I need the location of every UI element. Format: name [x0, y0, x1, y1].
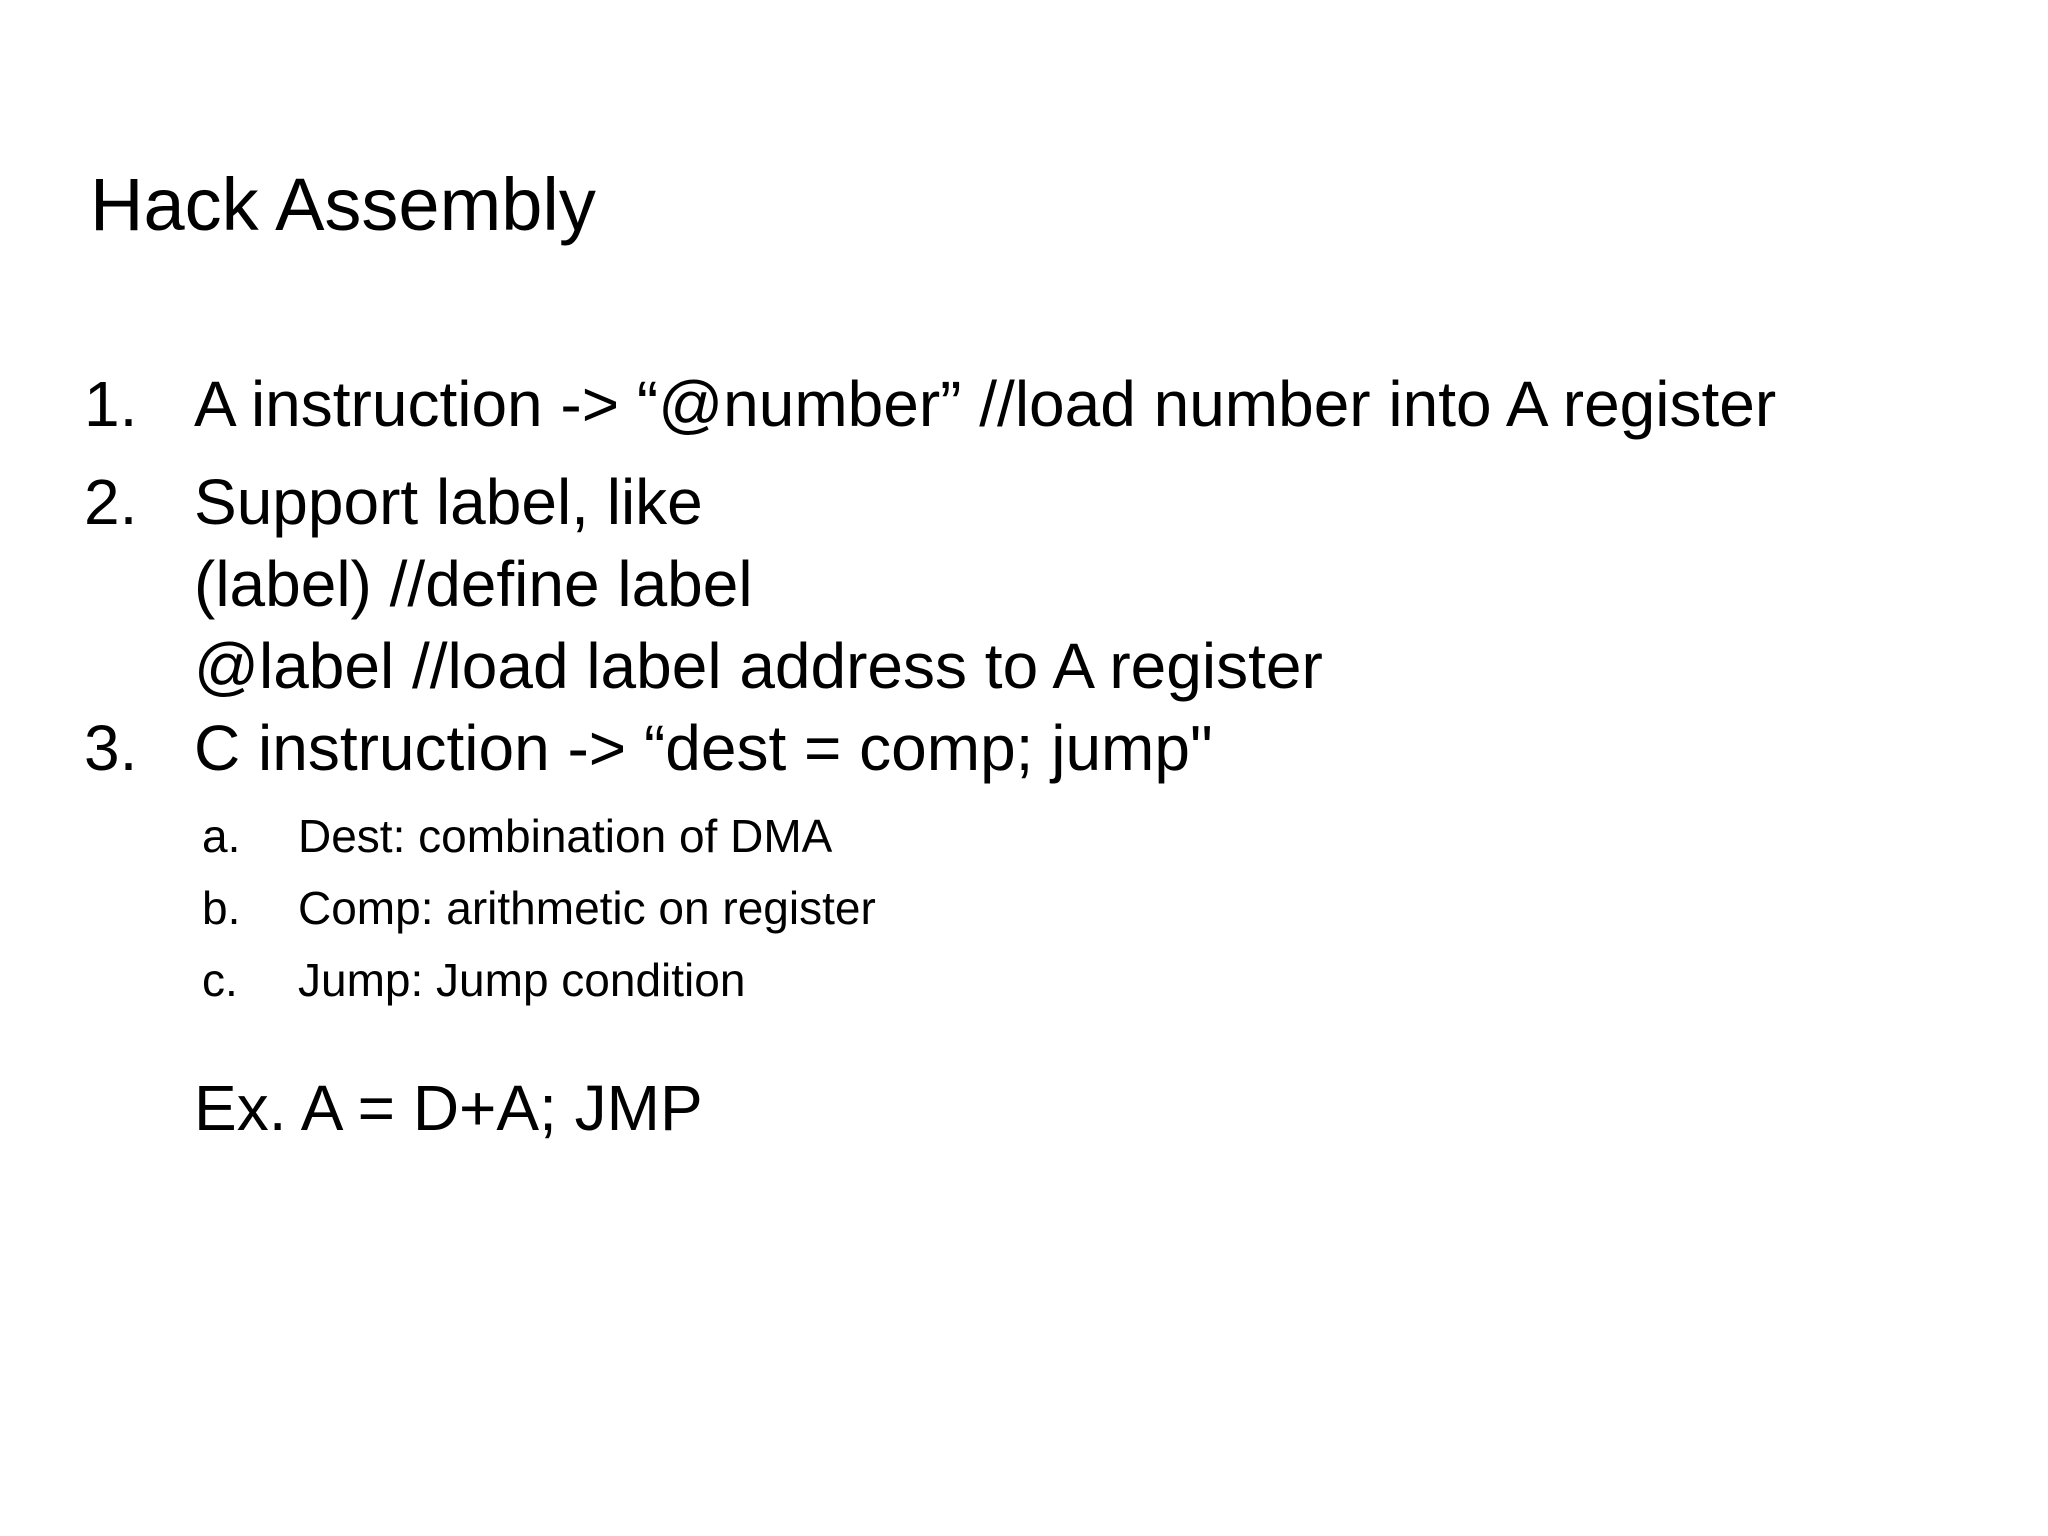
- slide-title: Hack Assembly: [90, 163, 596, 246]
- list-item-text: A instruction -> “@number” //load number into A register: [194, 368, 1777, 440]
- example-text: Ex. A = D+A; JMP: [194, 1072, 703, 1144]
- sublist-letter: a.: [202, 810, 241, 862]
- sublist-letter: b.: [202, 882, 241, 934]
- list-number: 1.: [84, 368, 138, 440]
- list-item-text: (label) //define label: [194, 548, 753, 620]
- list-number: 3.: [84, 712, 138, 784]
- sublist-letter: c.: [202, 954, 238, 1006]
- sublist-item-text: Dest: combination of DMA: [298, 810, 833, 862]
- sublist-item-text: Comp: arithmetic on register: [298, 882, 876, 934]
- list-item-text: @label //load label address to A register: [194, 630, 1323, 702]
- sublist-item-text: Jump: Jump condition: [298, 954, 746, 1006]
- list-number: 2.: [84, 466, 138, 538]
- list-item-text: Support label, like: [194, 466, 703, 538]
- list-item-text: C instruction -> “dest = comp; jump": [194, 712, 1213, 784]
